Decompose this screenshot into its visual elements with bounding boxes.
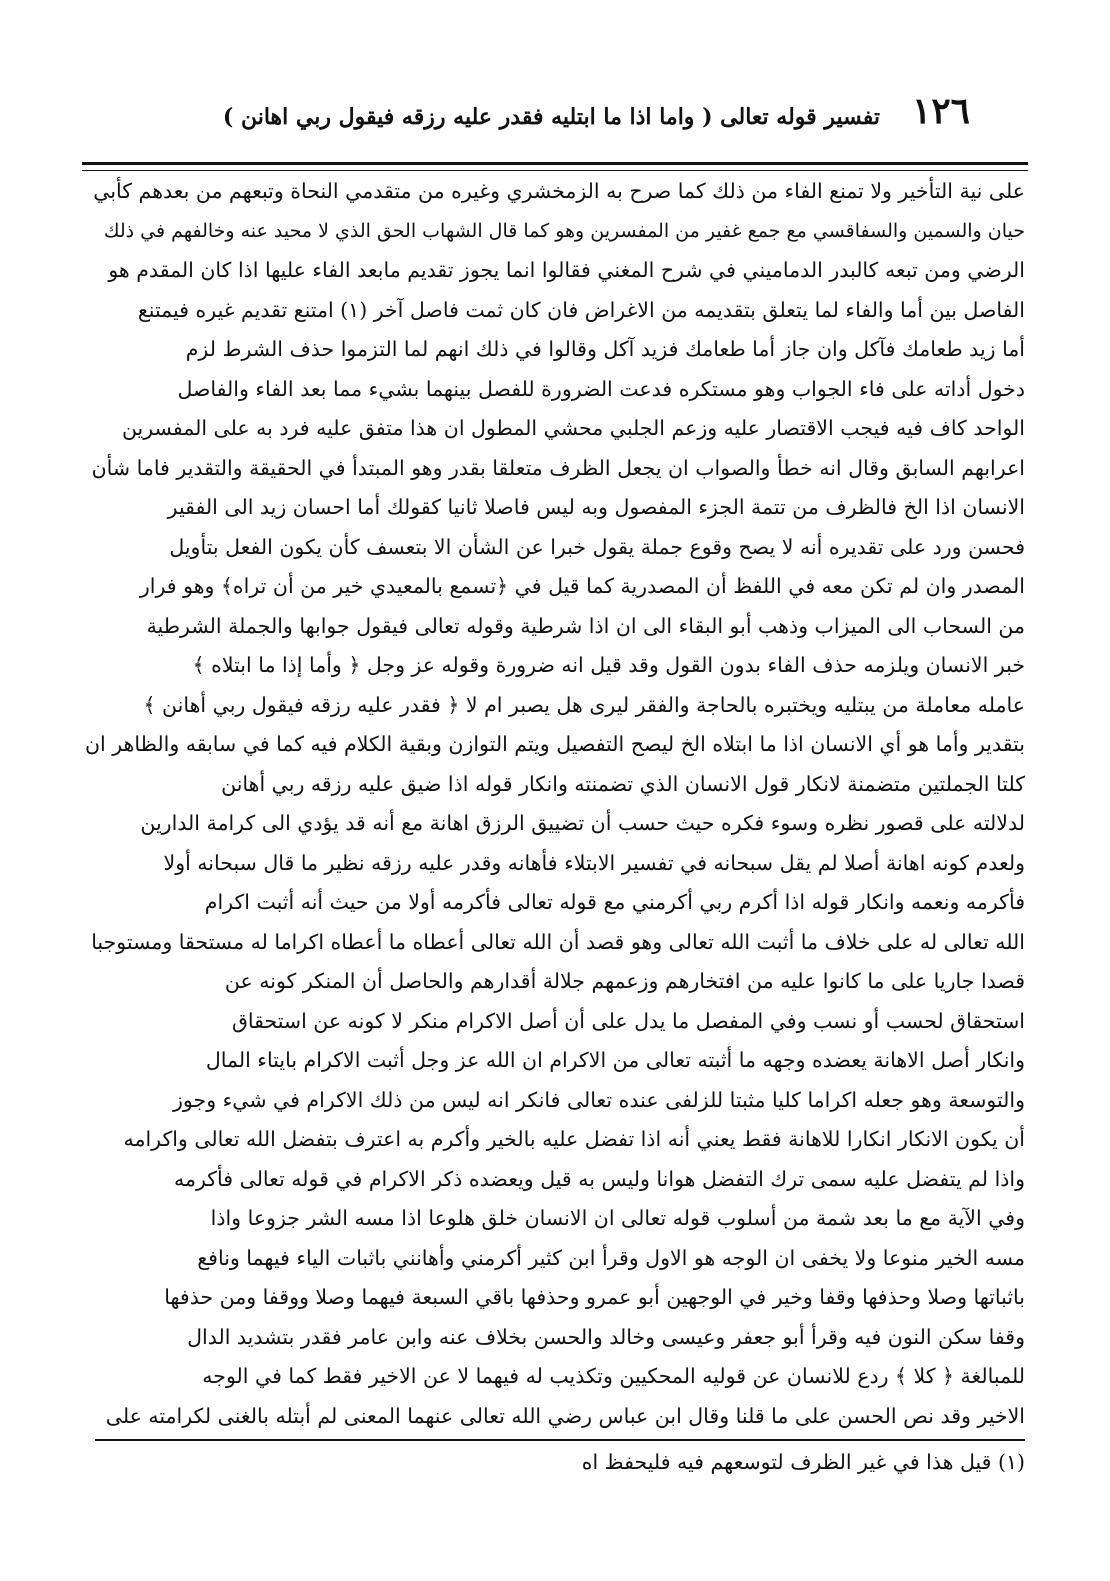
- text-line: الانسان اذا الخ فالظرف من تتمة الجزء المفصول وبه ليس فاصلا ثانيا كقولك أما احسان زيد الى الفقير: [167, 495, 1025, 519]
- text-line: والتوسعة وهو جعله اكراما كليا مثبتا للزلفى عنده تعالى فانكر انه ليس من ذلك الاكرام في شيء وجوز: [173, 1087, 1025, 1112]
- text-line: خبر الانسان ويلزمه حذف الفاء بدون القول وقد قيل انه ضرورة وقوله عز وجل ﴿ وأما إذا ما ابتلاه ﴾: [192, 653, 1025, 677]
- text-line: فأكرمه ونعمه وانكار قوله اذا أكرم ربي أكرمني مع قوله تعالى فأكرمه أولا من حيث أنه أثبت اكرام: [204, 890, 1025, 914]
- page-number: ١٢٦: [911, 90, 970, 132]
- text-line: قصدا جاريا على ما كانوا عليه من افتخارهم وزعمهم جلالة أقدارهم والحاصل أن المنكر كونه عن: [224, 969, 1025, 993]
- text-line: استحقاق لحسب أو نسب وفي المفصل ما يدل على أن أصل الاكرام منكر لا كونه عن استحقاق: [231, 1008, 1025, 1033]
- text-line: اعرابهم السابق وقال انه خطأ والصواب ان يجعل الظرف متعلقا بقدر وهو المبتدأ في الحقيقة والتقدير فاما شأن: [91, 455, 1025, 480]
- text-line: عامله معاملة من يبتليه ويختبره بالحاجة والفقر ليرى هل يصبر ام لا ﴿ فقدر عليه رزقه فيقول ربي أهانن ﴾: [143, 692, 1025, 717]
- text-line: الاخير وقد نص الحسن على ما قلنا وقال ابن عباس رضي الله تعالى عنهما المعنى لم أبتله بالغنى لكرامته على: [105, 1403, 1025, 1428]
- body-text: [85, 172, 1025, 1436]
- text-line: مسه الخير منوعا ولا يخفى ان الوجه هو الاول وقرأ ابن كثير أكرمني وأهانني باثبات الياء فيهما ونافع: [197, 1245, 1025, 1270]
- text-line: كلتا الجملتين متضمنة لانكار قول الانسان الذي تضمنته وانكار قوله اذا ضيق عليه رزقه ربي أهانن: [221, 771, 1025, 796]
- text-line: واذا لم يتفضل عليه سمى ترك التفضل هوانا وليس به قيل ويعضده ذكر الاكرام في قوله تعالى فأكرمه: [174, 1166, 1025, 1191]
- text-line: لدلالته على قصور نظره وسوء فكره حيث حسب أن تضييق الرزق اهانة مع أنه قد يؤدي الى كرامة الدارين: [140, 811, 1025, 835]
- text-line: وفي الآية مع ما بعد شمة من أسلوب قوله تعالى ان الانسان خلق هلوعا اذا مسه الشر جزوعا واذا: [210, 1206, 1025, 1230]
- header-rule-thin: [82, 170, 1028, 171]
- text-line: الله تعالى له على خلاف ما أثبت الله تعالى وهو قصد أن الله تعالى أعطاه ما أعطاه اكراما له مستحقا ومستوجبا: [91, 929, 1025, 954]
- text-line: للمبالغة ﴿ كلا ﴾ ردع للانسان عن قوليه المحكيين وتكذيب له فيهما لا عن الاخير فقط كما في الوجه: [202, 1364, 1025, 1388]
- text-line: بتقدير وأما هو أي الانسان اذا ما ابتلاه الخ ليصح التفصيل ويتم التوازن وبقية الكلام فيه كما في سابقه والظاهر ان: [85, 732, 1025, 756]
- running-header: تفسير قوله تعالى ( واما اذا ما ابتليه فقدر عليه رزقه فيقول ربي اهانن ): [222, 104, 880, 130]
- text-line: المصدر وان لم تكن معه في اللفظ أن المصدرية كما قيل في ﴿تسمع بالمعيدي خير من أن تراه﴾ وهو فرار: [139, 574, 1025, 598]
- text-line: أما زيد طعامك فآكل وان جاز أما طعامك فزيد آكل وقالوا في ذلك انهم لما التزموا حذف الشرط لزم: [185, 337, 1025, 361]
- text-line: دخول أداته على فاء الجواب وهو مستكره فدعت الضرورة للفصل بينهما بشيء مما بعد الفاء والفاصل: [177, 376, 1025, 401]
- header-rule-thick: [82, 162, 1028, 165]
- text-line: الواحد كاف فيه فيجب الاقتصار عليه وزعم الجلبي محشي المطول ان هذا متفق عليه فرد به على المفسرين: [121, 416, 1025, 440]
- text-line: وانكار أصل الاهانة يعضده وجهه ما أثبته تعالى من الاكرام ان الله عز وجل أثبت الاكرام بايتاء المال: [205, 1048, 1025, 1072]
- text-line: الفاصل بين أما والفاء لما يتعلق بتقديمه من الاغراض فان كان ثمت فاصل آخر (١) امتنع تقديم غيره فيمتنع: [137, 297, 1025, 322]
- text-line: وقفا سكن النون فيه وقرأ أبو جعفر وعيسى وخالد والحسن بخلاف عنه وابن عامر فقدر بتشديد الدال: [187, 1324, 1025, 1349]
- text-line: باثباتها وصلا وحذفها وقفا وخير في الوجهين أبو عمرو وحذفها باقي السبعة فيهما وصلا ووقفا ومن حذفها: [164, 1285, 1025, 1309]
- text-line: من السحاب الى الميزاب وذهب أبو البقاء الى ان اذا شرطية وقوله تعالى فيقول جوابها والجملة الشرطية: [146, 613, 1025, 638]
- text-line: الرضي ومن تبعه كالبدر الدماميني في شرح المغني فقالوا انما يجوز تقديم مابعد الفاء عليها اذا كان المقدم هو: [108, 258, 1025, 282]
- text-line: على نية التأخير ولا تمنع الفاء من ذلك كما صرح به الزمخشري وغيره من متقدمي النحاة وتبعهم من بعدهم كأبي: [93, 179, 1025, 203]
- footnote: (١) قيل هذا في غير الظرف لتوسعهم فيه فليحفظ اه: [581, 1450, 1025, 1474]
- text-line: أن يكون الانكار انكارا للاهانة فقط يعني أنه اذا تفضل عليه بالخير وأكرم به اعترف بتفضل الله تعالى واكرامه: [123, 1127, 1025, 1151]
- footnote-rule: [95, 1439, 1025, 1441]
- text-line: حيان والسمين والسفاقسي مع جمع غفير من المفسرين وهو كما قال الشهاب الحق الذي لا محيد عنه وخالفهم في ذلك: [103, 219, 1025, 242]
- text-line: فحسن ورد على تقديره أنه لا يصح وقوع جملة يقول خبرا عن الشأن الا بتعسف كأن يكون الفعل بتأويل: [169, 534, 1025, 559]
- text-line: ولعدم كونه اهانة أصلا لم يقل سبحانه في تفسير الابتلاء فأهانه وقدر عليه رزقه نظير ما قال سبحانه أولا: [163, 850, 1025, 875]
